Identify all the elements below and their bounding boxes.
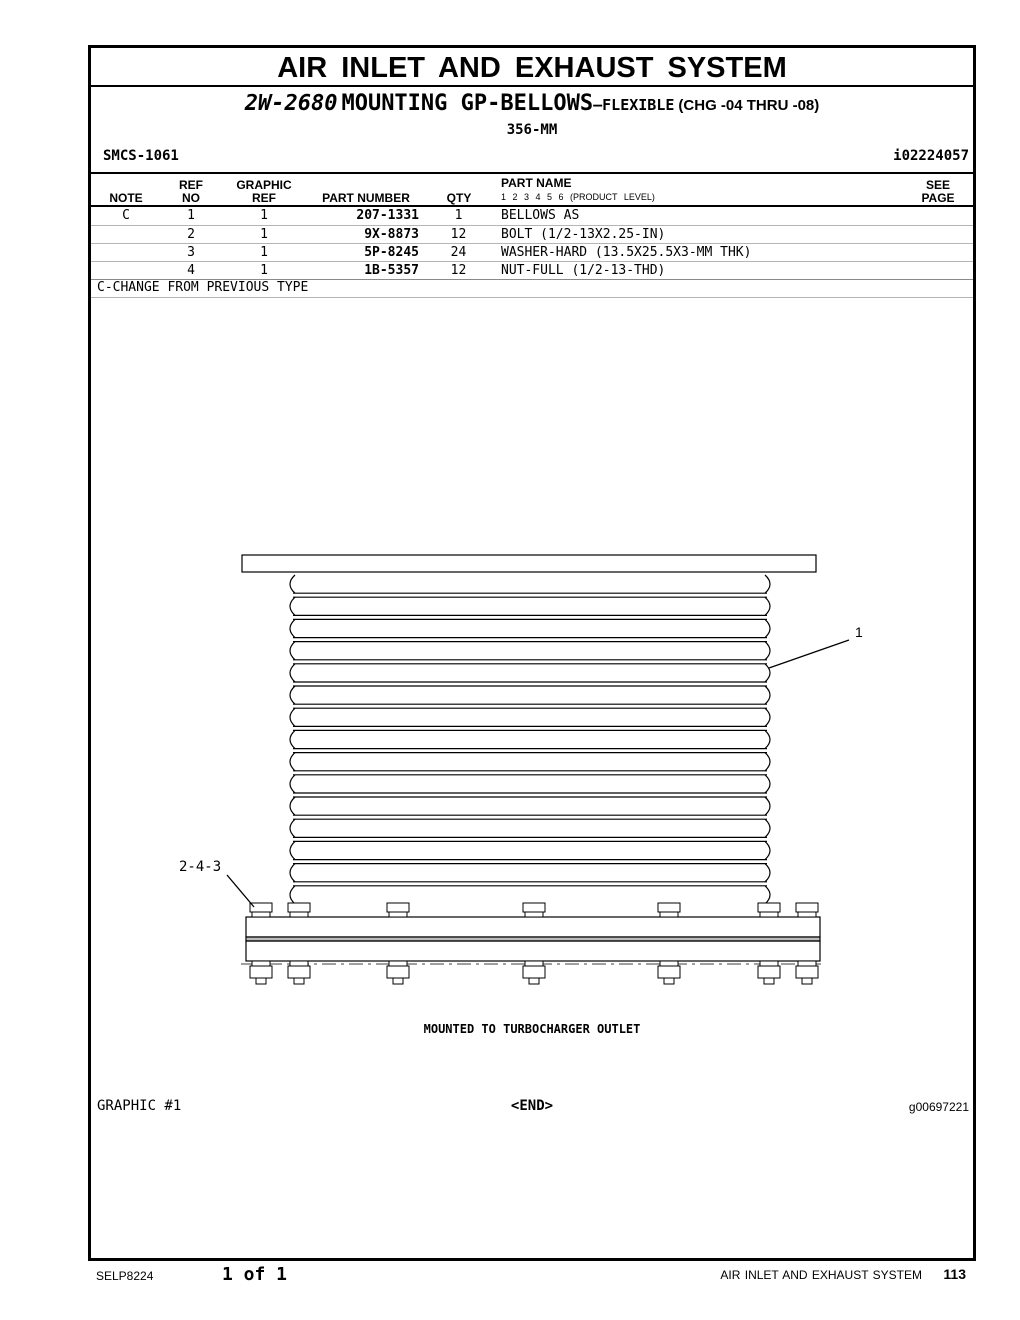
convolution-right xyxy=(765,864,770,882)
footer-doc-number: SELP8224 xyxy=(96,1269,154,1283)
bolt-tip xyxy=(764,978,774,984)
graphic-label: GRAPHIC #1 xyxy=(97,1098,182,1114)
change-note: C-CHANGE FROM PREVIOUS TYPE xyxy=(97,280,309,295)
washer xyxy=(760,961,778,966)
convolution-left xyxy=(290,730,295,748)
bolt-head xyxy=(758,903,780,912)
group-size: 356-MM xyxy=(506,122,558,138)
convolution-left xyxy=(290,575,295,593)
washer xyxy=(252,912,270,917)
washer xyxy=(290,961,308,966)
convolution-right xyxy=(765,708,770,726)
convolution-left xyxy=(290,864,295,882)
col-ref-no-top: REF xyxy=(179,178,203,192)
washer xyxy=(389,912,407,917)
convolution-left xyxy=(290,664,295,682)
washer xyxy=(798,961,816,966)
convolution-right xyxy=(765,619,770,637)
col-note: NOTE xyxy=(109,191,143,205)
illustration-id: i02224057 xyxy=(893,148,969,164)
col-ref-no-bottom: NO xyxy=(182,191,200,205)
bolt-nut-assemblies xyxy=(250,903,818,984)
row-graphic-ref: 1 xyxy=(260,245,268,260)
row-qty: 12 xyxy=(450,263,467,278)
convolution-left xyxy=(290,797,295,815)
col-part-name: PART NAME xyxy=(501,176,572,190)
nut xyxy=(758,966,780,978)
row-graphic-ref: 1 xyxy=(260,208,268,223)
convolution-left xyxy=(290,597,295,615)
row-part-name: WASHER-HARD (13.5X25.5X3-MM THK) xyxy=(501,245,752,260)
group-suffix: —FLEXIBLE xyxy=(593,96,675,114)
convolution-left xyxy=(290,619,295,637)
graphic-id: g00697221 xyxy=(908,1100,969,1114)
washer xyxy=(660,912,678,917)
callout-2-4-3-leader xyxy=(227,875,254,907)
convolution-left xyxy=(290,819,295,837)
row-ref-no: 3 xyxy=(187,245,195,260)
bolt-head xyxy=(387,903,409,912)
footer-section: AIR INLET AND EXHAUST SYSTEM xyxy=(720,1268,922,1282)
col-see-page-top: SEE xyxy=(925,178,950,192)
convolution-left xyxy=(290,841,295,859)
washer xyxy=(525,912,543,917)
nut xyxy=(288,966,310,978)
row-part-number: 9X-8873 xyxy=(364,227,419,242)
row-qty: 24 xyxy=(450,245,467,260)
row-ref-no: 4 xyxy=(187,263,195,278)
row-graphic-ref: 1 xyxy=(260,263,268,278)
washer xyxy=(290,912,308,917)
row-part-name: BELLOWS AS xyxy=(501,208,580,223)
convolution-left xyxy=(290,708,295,726)
row-qty: 12 xyxy=(450,227,467,242)
convolution-right xyxy=(765,819,770,837)
convolution-right xyxy=(765,886,770,904)
convolution-left xyxy=(290,686,295,704)
callout-1-leader xyxy=(769,640,849,668)
row-part-name: NUT-FULL (1/2-13-THD) xyxy=(501,263,666,278)
row-ref-no: 1 xyxy=(187,208,195,223)
washer xyxy=(798,912,816,917)
group-name: MOUNTING GP-BELLOWS xyxy=(341,91,594,116)
convolution-right xyxy=(765,753,770,771)
bolt-head xyxy=(250,903,272,912)
nut xyxy=(387,966,409,978)
bolt-tip xyxy=(256,978,266,984)
convolution-right xyxy=(765,775,770,793)
bolt-head xyxy=(523,903,545,912)
row-part-number: 1B-5357 xyxy=(364,263,419,278)
bellows-flange xyxy=(246,917,820,937)
row-graphic-ref: 1 xyxy=(260,227,268,242)
end-marker: <END> xyxy=(510,1098,554,1114)
washer xyxy=(525,961,543,966)
convolution-right xyxy=(765,664,770,682)
nut xyxy=(250,966,272,978)
graphic-caption: MOUNTED TO TURBOCHARGER OUTLET xyxy=(423,1022,641,1036)
row-note: C xyxy=(122,208,130,223)
turbo-flange xyxy=(246,941,820,961)
col-part-number: PART NUMBER xyxy=(322,191,410,205)
bolt-tip xyxy=(664,978,674,984)
washer xyxy=(252,961,270,966)
bolt-tip xyxy=(529,978,539,984)
convolution-left xyxy=(290,886,295,904)
convolution-left xyxy=(290,753,295,771)
group-part-number: 2W-2680 xyxy=(244,91,338,116)
convolution-right xyxy=(765,797,770,815)
smcs-code: SMCS-1061 xyxy=(103,148,179,164)
bolt-head xyxy=(658,903,680,912)
washer xyxy=(389,961,407,966)
nut xyxy=(796,966,818,978)
section-title: AIR INLET AND EXHAUST SYSTEM xyxy=(277,52,787,84)
change-range: (CHG -04 THRU -08) xyxy=(678,97,820,114)
nut xyxy=(523,966,545,978)
row-qty: 1 xyxy=(454,208,463,223)
footer-page-of: 1 of 1 xyxy=(222,1264,288,1285)
bolt-tip xyxy=(294,978,304,984)
convolution-right xyxy=(765,730,770,748)
bolt-tip xyxy=(393,978,403,984)
row-part-number: 207-1331 xyxy=(356,208,419,223)
bolt-head xyxy=(796,903,818,912)
footer-page-number: 113 xyxy=(943,1266,966,1282)
bolt-head xyxy=(288,903,310,912)
washer xyxy=(660,961,678,966)
bolt-tip xyxy=(802,978,812,984)
convolution-right xyxy=(765,686,770,704)
callout-2-4-3-label: 2-4-3 xyxy=(179,859,222,875)
convolution-left xyxy=(290,775,295,793)
row-part-name: BOLT (1/2-13X2.25-IN) xyxy=(501,227,666,242)
convolution-right xyxy=(765,642,770,660)
washer xyxy=(760,912,778,917)
col-product-levels: 1 2 3 4 5 6 (PRODUCT LEVEL) xyxy=(501,192,655,202)
convolution-right xyxy=(765,597,770,615)
col-graphic-ref-top: GRAPHIC xyxy=(236,178,292,192)
col-qty: QTY xyxy=(446,191,472,205)
col-graphic-ref-bottom: REF xyxy=(252,191,276,205)
row-part-number: 5P-8245 xyxy=(364,245,419,260)
callout-1-label: 1 xyxy=(855,624,863,640)
page-frame xyxy=(88,45,976,1261)
row-ref-no: 2 xyxy=(187,227,195,242)
convolution-left xyxy=(290,642,295,660)
nut xyxy=(658,966,680,978)
col-see-page-bottom: PAGE xyxy=(921,191,955,205)
convolution-right xyxy=(765,575,770,593)
bellows-illustration xyxy=(91,48,973,1258)
convolution-right xyxy=(765,841,770,859)
top-flange xyxy=(242,555,816,572)
